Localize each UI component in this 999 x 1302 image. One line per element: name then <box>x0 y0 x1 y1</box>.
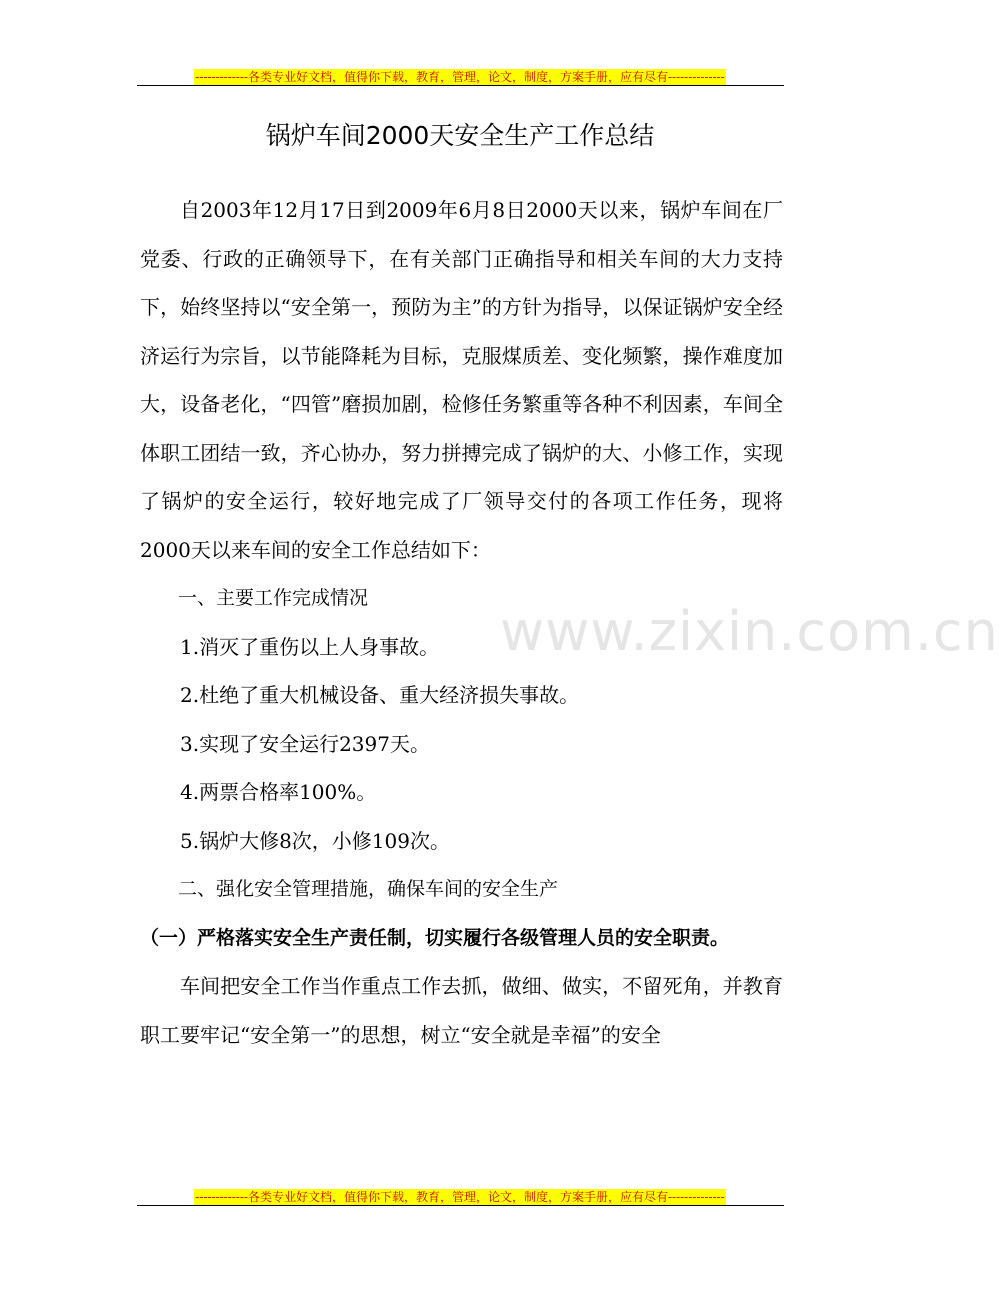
intro-paragraph: 自2003年12月17日到2009年6月8日2000天以来，锅炉车间在厂党委、行政的正确领导下，在有关部门正确指导和相关车间的大力支持下，始终坚持以“安全第一，预防为主”的方针为指导，以保证锅炉安全经济运行为宗旨，以节能降耗为目标，克服煤质差、变化频繁，操作难度加大，设备老化，“四管”磨损加剧，检修任务繁重等各种不利因素，车间全体职工团结一致，齐心协办，努力拼搏完成了锅炉的大、小修工作，实现了锅炉的安全运行，较好地完成了厂领导交付的各项工作任务，现将2000天以来车间的安全工作总结如下： <box>140 198 783 562</box>
watermark: www.zixin.com.cn <box>500 600 999 663</box>
list-item: 1.消灭了重伤以上人身事故。 <box>180 634 440 659</box>
list-item: 2.杜绝了重大机械设备、重大经济损失事故。 <box>180 683 580 707</box>
section2-heading: 二、强化安全管理措施，确保车间的安全生产 <box>178 878 559 900</box>
document-title: 锅炉车间2000天安全生产工作总结 <box>265 121 655 150</box>
footer-banner-text: -------------各类专业好文档，值得你下载，教育，管理，论文，制度，方案手册，应有尽有-------------- <box>195 1190 725 1204</box>
header-banner <box>0 66 920 85</box>
header-rule <box>137 85 784 86</box>
header-banner-text: -------------各类专业好文档，值得你下载，教育，管理，论文，制度，方案手册，应有尽有-------------- <box>195 70 725 84</box>
section1-heading: 一、主要工作完成情况 <box>178 587 369 609</box>
list-item: 5.锅炉大修8次，小修109次。 <box>180 828 450 853</box>
section2-paragraph: 车间把安全工作当作重点工作去抓，做细、做实，不留死角，并教育职工要牢记“安全第一”的思想，树立“安全就是幸福”的安全 <box>140 974 783 1047</box>
list-item: 3.实现了安全运行2397天。 <box>180 731 430 756</box>
footer-rule <box>137 1205 784 1206</box>
list-item: 4.两票合格率100%。 <box>180 780 377 804</box>
section2-subheading: （一）严格落实安全生产责任制，切实履行各级管理人员的安全职责。 <box>140 926 730 949</box>
footer-banner <box>0 1186 920 1205</box>
